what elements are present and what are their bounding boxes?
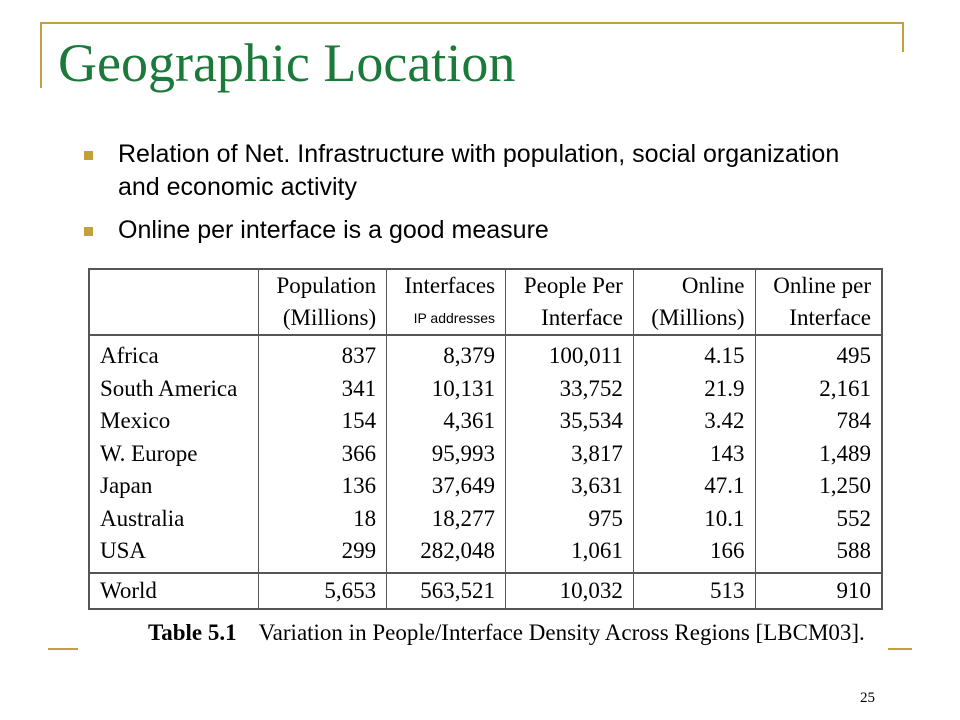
region-cell: USA [89, 535, 258, 573]
caption-text: Variation in People/Interface Density Across Regions [LBCM03]. [258, 620, 865, 645]
total-value-cell: 563,521 [387, 573, 506, 609]
value-cell: 784 [755, 405, 882, 438]
total-label-cell: World [89, 573, 258, 609]
frame-top-line [40, 22, 904, 24]
value-cell: 975 [506, 503, 634, 536]
region-cell: W. Europe [89, 438, 258, 471]
value-cell: 341 [258, 373, 387, 406]
slide-title: Geographic Location [58, 33, 516, 93]
value-cell: 2,161 [755, 373, 882, 406]
bullet-text: Online per interface is a good measure [118, 216, 549, 244]
header-people-per-interface: People Per [506, 269, 634, 302]
bullet-list [84, 138, 864, 257]
value-cell: 18,277 [387, 503, 506, 536]
footer-left-line [48, 648, 78, 650]
value-cell: 21.9 [633, 373, 755, 406]
footer-right-line [888, 648, 912, 650]
total-value-cell: 10,032 [506, 573, 634, 609]
value-cell: 282,048 [387, 535, 506, 573]
table-row [89, 373, 882, 406]
table-row [89, 503, 882, 536]
value-cell: 10.1 [633, 503, 755, 536]
value-cell: 95,993 [387, 438, 506, 471]
square-bullet-icon [84, 151, 93, 160]
header-region [89, 269, 258, 302]
header-online: Online [633, 269, 755, 302]
table-row [89, 405, 882, 438]
region-cell: Australia [89, 503, 258, 536]
table-row [89, 335, 882, 373]
value-cell: 4,361 [387, 405, 506, 438]
header-online-unit: (Millions) [633, 302, 755, 335]
bullet-item [84, 214, 864, 247]
caption-label: Table 5.1 [148, 620, 237, 645]
bullet-text: Relation of Net. Infrastructure with population, social organization and economic activity [118, 140, 840, 201]
value-cell: 166 [633, 535, 755, 573]
value-cell: 143 [633, 438, 755, 471]
value-cell: 18 [258, 503, 387, 536]
region-cell: Japan [89, 470, 258, 503]
region-cell: Mexico [89, 405, 258, 438]
value-cell: 1,489 [755, 438, 882, 471]
region-cell: Africa [89, 335, 258, 373]
value-cell: 10,131 [387, 373, 506, 406]
total-value-cell: 910 [755, 573, 882, 609]
value-cell: 1,250 [755, 470, 882, 503]
table-header-row [89, 269, 882, 302]
page-number: 25 [860, 690, 875, 706]
value-cell: 35,534 [506, 405, 634, 438]
value-cell: 47.1 [633, 470, 755, 503]
header-region-sub [89, 302, 258, 335]
value-cell: 4.15 [633, 335, 755, 373]
value-cell: 3,817 [506, 438, 634, 471]
total-value-cell: 513 [633, 573, 755, 609]
region-cell: South America [89, 373, 258, 406]
table-header-row [89, 302, 882, 335]
value-cell: 495 [755, 335, 882, 373]
table-body [89, 335, 882, 609]
square-bullet-icon [84, 227, 93, 236]
value-cell: 136 [258, 470, 387, 503]
table-row [89, 438, 882, 471]
value-cell: 588 [755, 535, 882, 573]
region-density-table [88, 268, 883, 610]
header-population-unit: (Millions) [258, 302, 387, 335]
header-online-per-interface-sub: Interface [755, 302, 882, 335]
value-cell: 3.42 [633, 405, 755, 438]
value-cell: 837 [258, 335, 387, 373]
header-population: Population [258, 269, 387, 302]
value-cell: 8,379 [387, 335, 506, 373]
value-cell: 100,011 [506, 335, 634, 373]
header-interfaces: Interfaces [387, 269, 506, 302]
header-interfaces-note: IP addresses [387, 302, 506, 335]
header-online-per-interface: Online per [755, 269, 882, 302]
total-value-cell: 5,653 [258, 573, 387, 609]
value-cell: 154 [258, 405, 387, 438]
table-total-row [89, 573, 882, 609]
value-cell: 37,649 [387, 470, 506, 503]
header-people-per-interface-sub: Interface [506, 302, 634, 335]
bullet-item [84, 138, 864, 204]
frame-left-line [40, 22, 42, 88]
frame-right-line [902, 22, 904, 52]
value-cell: 299 [258, 535, 387, 573]
value-cell: 1,061 [506, 535, 634, 573]
value-cell: 3,631 [506, 470, 634, 503]
value-cell: 366 [258, 438, 387, 471]
value-cell: 33,752 [506, 373, 634, 406]
table-row [89, 470, 882, 503]
table-caption [148, 620, 865, 646]
table-row [89, 535, 882, 573]
value-cell: 552 [755, 503, 882, 536]
